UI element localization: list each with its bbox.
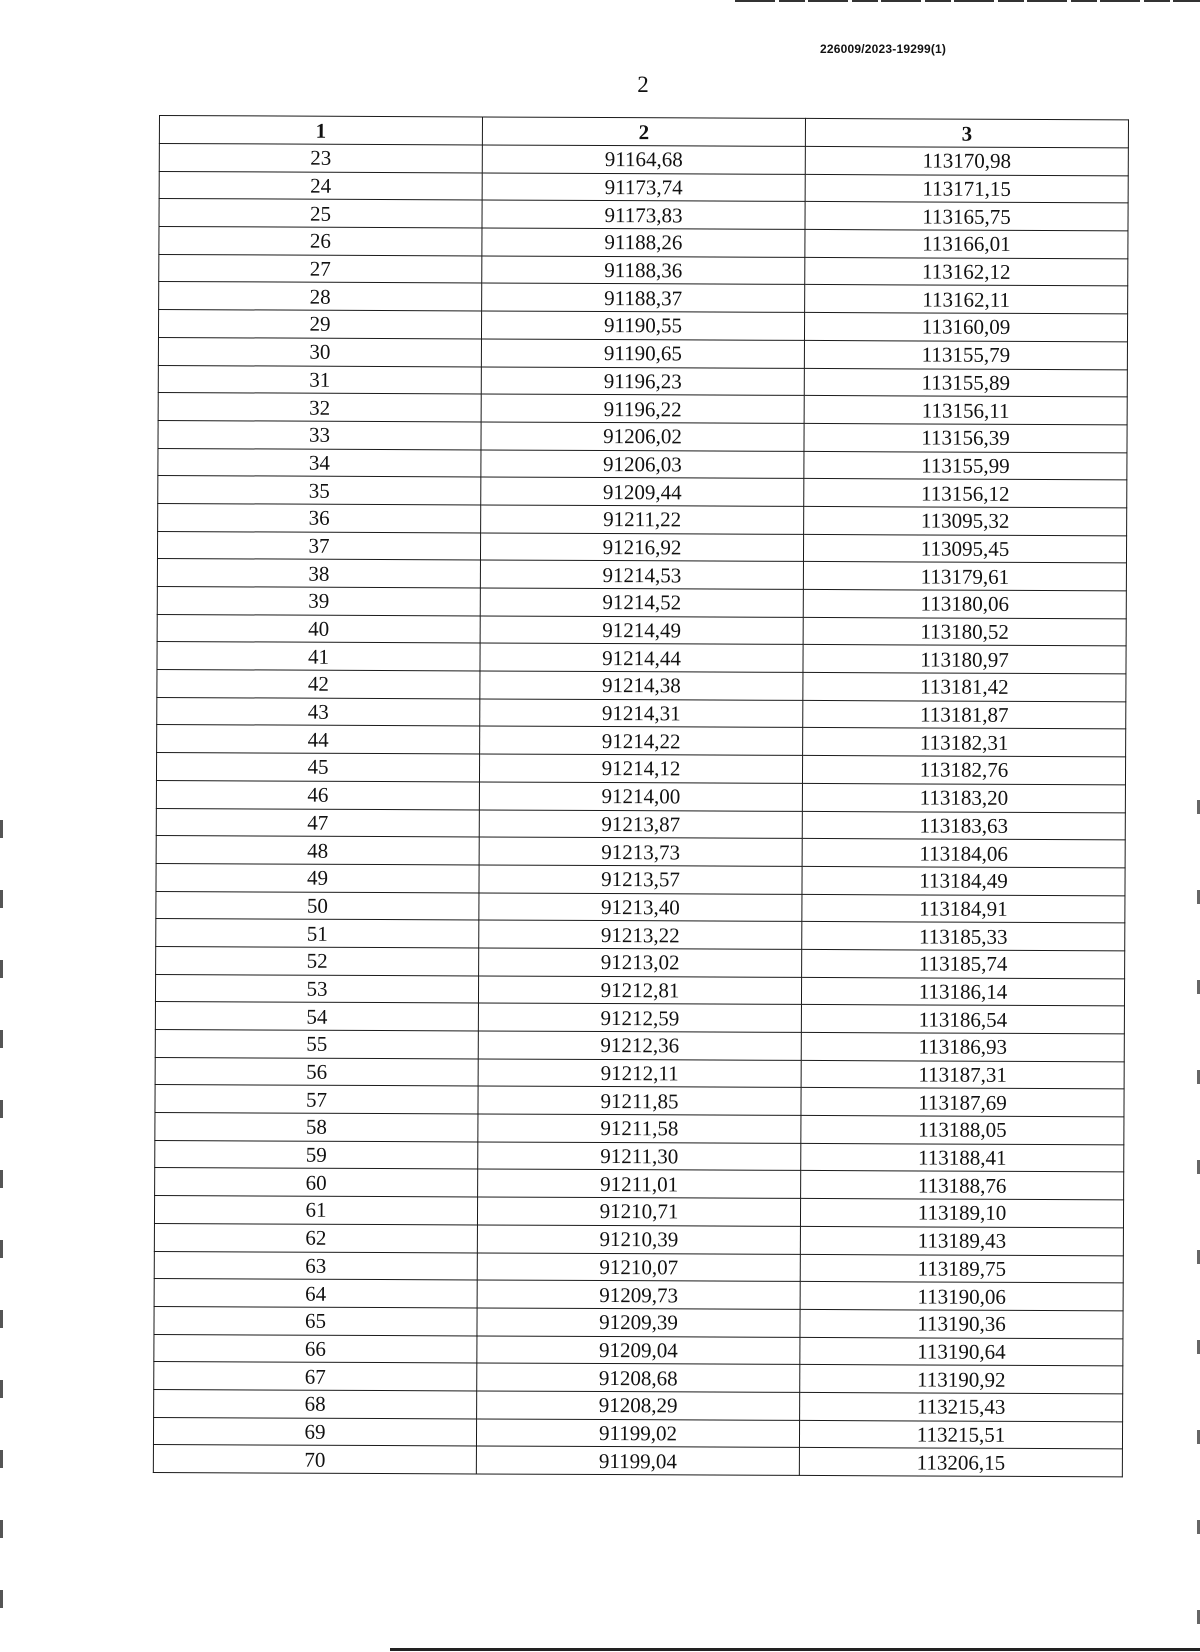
y-coordinate-cell: 113182,76: [802, 756, 1125, 785]
column-header: 1: [159, 116, 482, 145]
point-number-cell: 42: [157, 670, 480, 699]
table-row: [155, 1002, 1124, 1034]
point-number-cell: 23: [159, 144, 482, 173]
table-row: [159, 254, 1128, 286]
point-number-cell: 63: [154, 1251, 477, 1280]
y-coordinate-cell: 113184,49: [802, 866, 1125, 895]
table-row: [159, 199, 1128, 231]
table-row: [157, 531, 1126, 563]
table-row: [158, 503, 1127, 535]
point-number-cell: 69: [153, 1417, 476, 1446]
table-row: [153, 1417, 1122, 1449]
table-row: [155, 1057, 1124, 1089]
table-row: [158, 420, 1127, 452]
table-row: [156, 780, 1125, 812]
x-coordinate-cell: 91211,01: [478, 1169, 801, 1198]
x-coordinate-cell: 91212,59: [478, 1003, 801, 1032]
y-coordinate-cell: 113188,41: [801, 1143, 1124, 1172]
y-coordinate-cell: 113188,76: [801, 1171, 1124, 1200]
point-number-cell: 36: [158, 503, 481, 532]
point-number-cell: 37: [157, 531, 480, 560]
table-row: [154, 1362, 1123, 1394]
scan-artifact-bottom-line: [390, 1648, 1200, 1651]
point-number-cell: 41: [157, 642, 480, 671]
table-header-row: [159, 116, 1128, 148]
y-coordinate-cell: 113186,93: [801, 1032, 1124, 1061]
table-row: [156, 891, 1125, 923]
x-coordinate-cell: 91213,02: [479, 948, 802, 977]
x-coordinate-cell: 91209,73: [477, 1280, 800, 1309]
point-number-cell: 38: [157, 559, 480, 588]
x-coordinate-cell: 91188,26: [482, 228, 805, 257]
column-header: 2: [482, 117, 805, 146]
scan-artifact-left-edge: [0, 820, 3, 1650]
x-coordinate-cell: 91196,23: [481, 366, 804, 395]
point-number-cell: 66: [154, 1334, 477, 1363]
x-coordinate-cell: 91213,22: [479, 920, 802, 949]
point-number-cell: 32: [158, 393, 481, 422]
table-row: [154, 1223, 1123, 1255]
x-coordinate-cell: 91214,49: [480, 616, 803, 645]
table-row: [155, 1113, 1124, 1145]
point-number-cell: 29: [158, 310, 481, 339]
point-number-cell: 43: [157, 697, 480, 726]
table-row: [159, 227, 1128, 259]
table-row: [156, 808, 1125, 840]
point-number-cell: 56: [155, 1057, 478, 1086]
page-number: 2: [637, 72, 649, 97]
point-number-cell: 58: [155, 1113, 478, 1142]
y-coordinate-cell: 113162,11: [805, 285, 1128, 314]
table-row: [157, 614, 1126, 646]
x-coordinate-cell: 91213,87: [479, 809, 802, 838]
point-number-cell: 35: [158, 476, 481, 505]
x-coordinate-cell: 91213,73: [479, 837, 802, 866]
table-row: [159, 171, 1128, 203]
x-coordinate-cell: 91164,68: [482, 145, 805, 174]
y-coordinate-cell: 113155,79: [804, 340, 1127, 369]
table-row: [154, 1251, 1123, 1283]
x-coordinate-cell: 91214,53: [480, 560, 803, 589]
y-coordinate-cell: 113183,63: [802, 811, 1125, 840]
x-coordinate-cell: 91208,68: [477, 1363, 800, 1392]
point-number-cell: 34: [158, 448, 481, 477]
x-coordinate-cell: 91214,38: [480, 671, 803, 700]
table-row: [154, 1306, 1123, 1338]
table-row: [156, 836, 1125, 868]
table-row: [154, 1196, 1123, 1228]
table-row: [154, 1279, 1123, 1311]
y-coordinate-cell: 113184,91: [802, 894, 1125, 923]
point-number-cell: 40: [157, 614, 480, 643]
point-number-cell: 64: [154, 1279, 477, 1308]
point-number-cell: 53: [155, 974, 478, 1003]
x-coordinate-cell: 91206,03: [481, 450, 804, 479]
y-coordinate-cell: 113181,87: [803, 700, 1126, 729]
point-number-cell: 70: [153, 1445, 476, 1474]
table-row: [155, 1140, 1124, 1172]
table-row: [157, 670, 1126, 702]
x-coordinate-cell: 91210,39: [477, 1225, 800, 1254]
x-coordinate-cell: 91214,52: [480, 588, 803, 617]
table-row: [158, 393, 1127, 425]
point-number-cell: 65: [154, 1306, 477, 1335]
y-coordinate-cell: 113156,12: [804, 479, 1127, 508]
document-id: 226009/2023-19299(1): [820, 42, 947, 56]
y-coordinate-cell: 113186,14: [801, 977, 1124, 1006]
y-coordinate-cell: 113156,39: [804, 423, 1127, 452]
table-row: [155, 974, 1124, 1006]
y-coordinate-cell: 113160,09: [804, 313, 1127, 342]
x-coordinate-cell: 91208,29: [477, 1391, 800, 1420]
table-row: [157, 586, 1126, 618]
point-number-cell: 49: [156, 863, 479, 892]
table-row: [157, 559, 1126, 591]
table-row: [154, 1389, 1123, 1421]
point-number-cell: 47: [156, 808, 479, 837]
y-coordinate-cell: 113187,31: [801, 1060, 1124, 1089]
x-coordinate-cell: 91214,22: [480, 726, 803, 755]
x-coordinate-cell: 91190,65: [481, 339, 804, 368]
x-coordinate-cell: 91212,36: [478, 1031, 801, 1060]
table-row: [155, 1029, 1124, 1061]
x-coordinate-cell: 91213,40: [479, 893, 802, 922]
table-row: [157, 642, 1126, 674]
y-coordinate-cell: 113180,06: [803, 589, 1126, 618]
point-number-cell: 26: [159, 227, 482, 256]
point-number-cell: 25: [159, 199, 482, 228]
table-row: [153, 1445, 1122, 1477]
point-number-cell: 30: [158, 337, 481, 366]
point-number-cell: 59: [155, 1140, 478, 1169]
y-coordinate-cell: 113186,54: [801, 1005, 1124, 1034]
x-coordinate-cell: 91190,55: [481, 311, 804, 340]
point-number-cell: 67: [154, 1362, 477, 1391]
table-row: [157, 725, 1126, 757]
x-coordinate-cell: 91216,92: [480, 533, 803, 562]
y-coordinate-cell: 113190,36: [800, 1309, 1123, 1338]
point-number-cell: 62: [154, 1223, 477, 1252]
table-row: [157, 697, 1126, 729]
point-number-cell: 24: [159, 171, 482, 200]
x-coordinate-cell: 91209,04: [477, 1336, 800, 1365]
x-coordinate-cell: 91212,11: [478, 1059, 801, 1088]
y-coordinate-cell: 113180,52: [803, 617, 1126, 646]
point-number-cell: 51: [156, 919, 479, 948]
point-number-cell: 50: [156, 891, 479, 920]
x-coordinate-cell: 91199,02: [476, 1419, 799, 1448]
point-number-cell: 27: [159, 254, 482, 283]
x-coordinate-cell: 91199,04: [476, 1446, 799, 1475]
point-number-cell: 48: [156, 836, 479, 865]
x-coordinate-cell: 91211,22: [481, 505, 804, 534]
table-row: [155, 1085, 1124, 1117]
x-coordinate-cell: 91214,00: [479, 782, 802, 811]
y-coordinate-cell: 113187,69: [801, 1088, 1124, 1117]
y-coordinate-cell: 113179,61: [803, 562, 1126, 591]
y-coordinate-cell: 113189,43: [800, 1226, 1123, 1255]
y-coordinate-cell: 113188,05: [801, 1115, 1124, 1144]
table-row: [158, 476, 1127, 508]
x-coordinate-cell: 91214,31: [480, 699, 803, 728]
column-header: 3: [805, 118, 1128, 147]
y-coordinate-cell: 113095,45: [803, 534, 1126, 563]
point-number-cell: 45: [156, 753, 479, 782]
x-coordinate-cell: 91196,22: [481, 394, 804, 423]
point-number-cell: 52: [156, 946, 479, 975]
y-coordinate-cell: 113180,97: [803, 645, 1126, 674]
table-row: [158, 310, 1127, 342]
table-row: [159, 282, 1128, 314]
coordinates-table: [153, 115, 1129, 1477]
y-coordinate-cell: 113166,01: [805, 229, 1128, 258]
table-row: [158, 365, 1127, 397]
point-number-cell: 46: [156, 780, 479, 809]
table-row: [156, 863, 1125, 895]
y-coordinate-cell: 113170,98: [805, 146, 1128, 175]
x-coordinate-cell: 91188,37: [482, 283, 805, 312]
table-row: [156, 919, 1125, 951]
point-number-cell: 54: [155, 1002, 478, 1031]
table-row: [159, 144, 1128, 176]
y-coordinate-cell: 113171,15: [805, 174, 1128, 203]
x-coordinate-cell: 91173,74: [482, 173, 805, 202]
x-coordinate-cell: 91211,85: [478, 1086, 801, 1115]
x-coordinate-cell: 91214,12: [479, 754, 802, 783]
y-coordinate-cell: 113189,10: [800, 1199, 1123, 1228]
y-coordinate-cell: 113185,74: [802, 949, 1125, 978]
y-coordinate-cell: 113155,99: [804, 451, 1127, 480]
y-coordinate-cell: 113182,31: [803, 728, 1126, 757]
y-coordinate-cell: 113206,15: [799, 1448, 1122, 1477]
x-coordinate-cell: 91173,83: [482, 200, 805, 229]
point-number-cell: 44: [157, 725, 480, 754]
x-coordinate-cell: 91206,02: [481, 422, 804, 451]
table-row: [156, 753, 1125, 785]
point-number-cell: 33: [158, 420, 481, 449]
y-coordinate-cell: 113184,06: [802, 839, 1125, 868]
x-coordinate-cell: 91211,30: [478, 1142, 801, 1171]
point-number-cell: 31: [158, 365, 481, 394]
table-row: [158, 337, 1127, 369]
table-row: [154, 1334, 1123, 1366]
x-coordinate-cell: 91188,36: [482, 256, 805, 285]
y-coordinate-cell: 113183,20: [802, 783, 1125, 812]
y-coordinate-cell: 113189,75: [800, 1254, 1123, 1283]
y-coordinate-cell: 113215,43: [800, 1392, 1123, 1421]
point-number-cell: 61: [154, 1196, 477, 1225]
point-number-cell: 60: [155, 1168, 478, 1197]
point-number-cell: 28: [159, 282, 482, 311]
table-row: [156, 946, 1125, 978]
y-coordinate-cell: 113156,11: [804, 396, 1127, 425]
y-coordinate-cell: 113190,06: [800, 1282, 1123, 1311]
table-body: [153, 144, 1128, 1477]
y-coordinate-cell: 113155,89: [804, 368, 1127, 397]
y-coordinate-cell: 113162,12: [805, 257, 1128, 286]
y-coordinate-cell: 113181,42: [803, 672, 1126, 701]
x-coordinate-cell: 91210,71: [477, 1197, 800, 1226]
y-coordinate-cell: 113165,75: [805, 202, 1128, 231]
y-coordinate-cell: 113185,33: [802, 922, 1125, 951]
x-coordinate-cell: 91210,07: [477, 1252, 800, 1281]
table-row: [155, 1168, 1124, 1200]
x-coordinate-cell: 91209,44: [481, 477, 804, 506]
x-coordinate-cell: 91209,39: [477, 1308, 800, 1337]
table-row: [158, 448, 1127, 480]
x-coordinate-cell: 91212,81: [478, 976, 801, 1005]
y-coordinate-cell: 113190,64: [800, 1337, 1123, 1366]
point-number-cell: 68: [154, 1389, 477, 1418]
x-coordinate-cell: 91214,44: [480, 643, 803, 672]
scan-artifact-top-line: [735, 0, 1200, 2]
point-number-cell: 57: [155, 1085, 478, 1114]
y-coordinate-cell: 113215,51: [799, 1420, 1122, 1449]
y-coordinate-cell: 113190,92: [800, 1365, 1123, 1394]
y-coordinate-cell: 113095,32: [804, 506, 1127, 535]
x-coordinate-cell: 91211,58: [478, 1114, 801, 1143]
point-number-cell: 55: [155, 1029, 478, 1058]
point-number-cell: 39: [157, 586, 480, 615]
x-coordinate-cell: 91213,57: [479, 865, 802, 894]
